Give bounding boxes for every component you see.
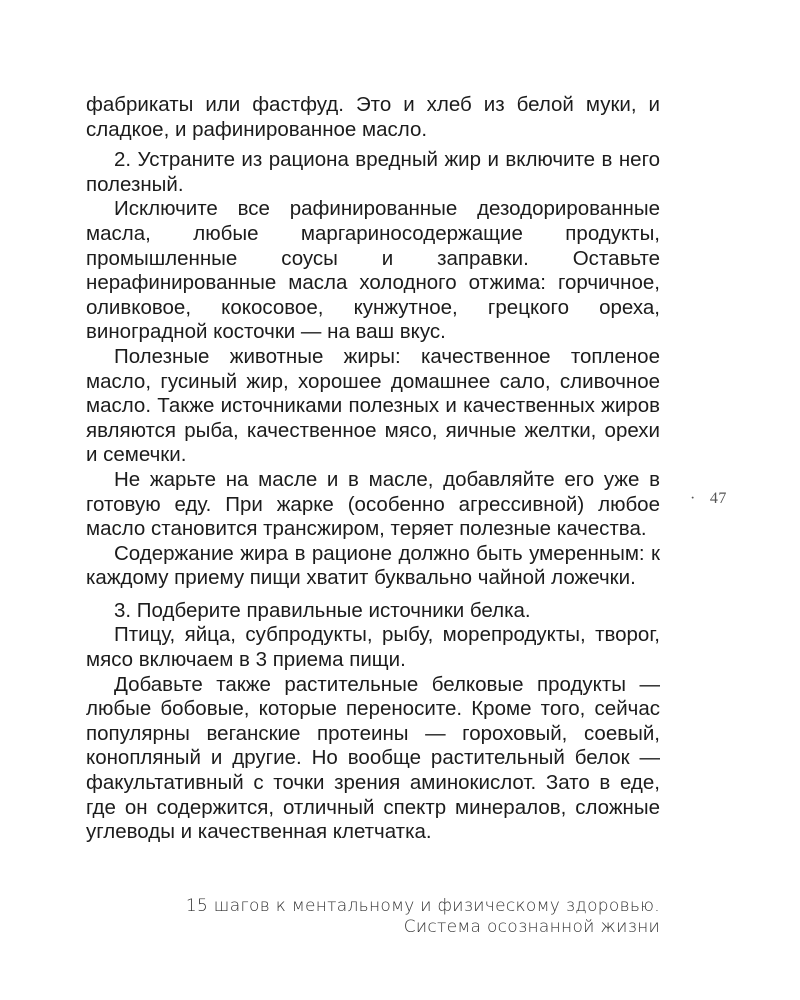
numbered-step-heading: 2. Устраните из рациона вредный жир и включите в него полезный. <box>86 148 660 196</box>
book-title-line-2: Система осознанной жизни <box>403 917 660 937</box>
paragraph: Не жарьте на масле и в масле, добавляйте его уже в готовую еду. При жарке (особенно агрессивной) любое масло становится трансжиром, теряет полезные качества. <box>86 467 660 541</box>
page-number-value: 47 <box>709 490 727 507</box>
page-marker-dot: · <box>690 490 696 507</box>
numbered-step-heading: 3. Подберите правильные источники белка. <box>114 598 531 622</box>
paragraph: Исключите все рафинированные дезодорированные масла, любые маргариносодержащие продукты, промышленные соусы и заправки. Оставьте нерафинированные масла холодного отжима: горчичное, оливковое, кокосовое, кунжутное, грецкого ореха, виноградной косточки — на ваш вкус. <box>86 197 660 344</box>
running-footer <box>186 896 660 938</box>
page-body <box>86 93 660 845</box>
paragraph: фабрикаты или фастфуд. Это и хлеб из белой муки, и сладкое, и рафинированное масло. <box>86 93 660 141</box>
page-number <box>690 490 727 508</box>
book-title-line-1: 15 шагов к ментальному и физическому здоровью. <box>185 896 660 916</box>
paragraph: Содержание жира в рационе должно быть умеренным: к каждому приему пищи хватит буквально чайной ложечки. <box>86 541 660 590</box>
paragraph: Добавьте также растительные белковые продукты — любые бобовые, которые переносите. Кроме того, сейчас популярны веганские протеины — гороховый, соевый, конопляный и другие. Но вообще растительный белок — факультативный с точки зрения аминокислот. Зато в еде, где он содержится, отличный спектр минералов, сложные углеводы и качественная клетчатка. <box>86 672 660 844</box>
paragraph: Птицу, яйца, субпродукты, рыбу, морепродукты, творог, мясо включаем в 3 приема пищи. <box>86 623 660 672</box>
paragraph: Полезные животные жиры: качественное топленое масло, гусиный жир, хорошее домашнее сало, сливочное масло. Также источниками полезных и качественных жиров являются рыба, качественное мясо, яичные желтки, орехи и семечки. <box>86 344 660 467</box>
